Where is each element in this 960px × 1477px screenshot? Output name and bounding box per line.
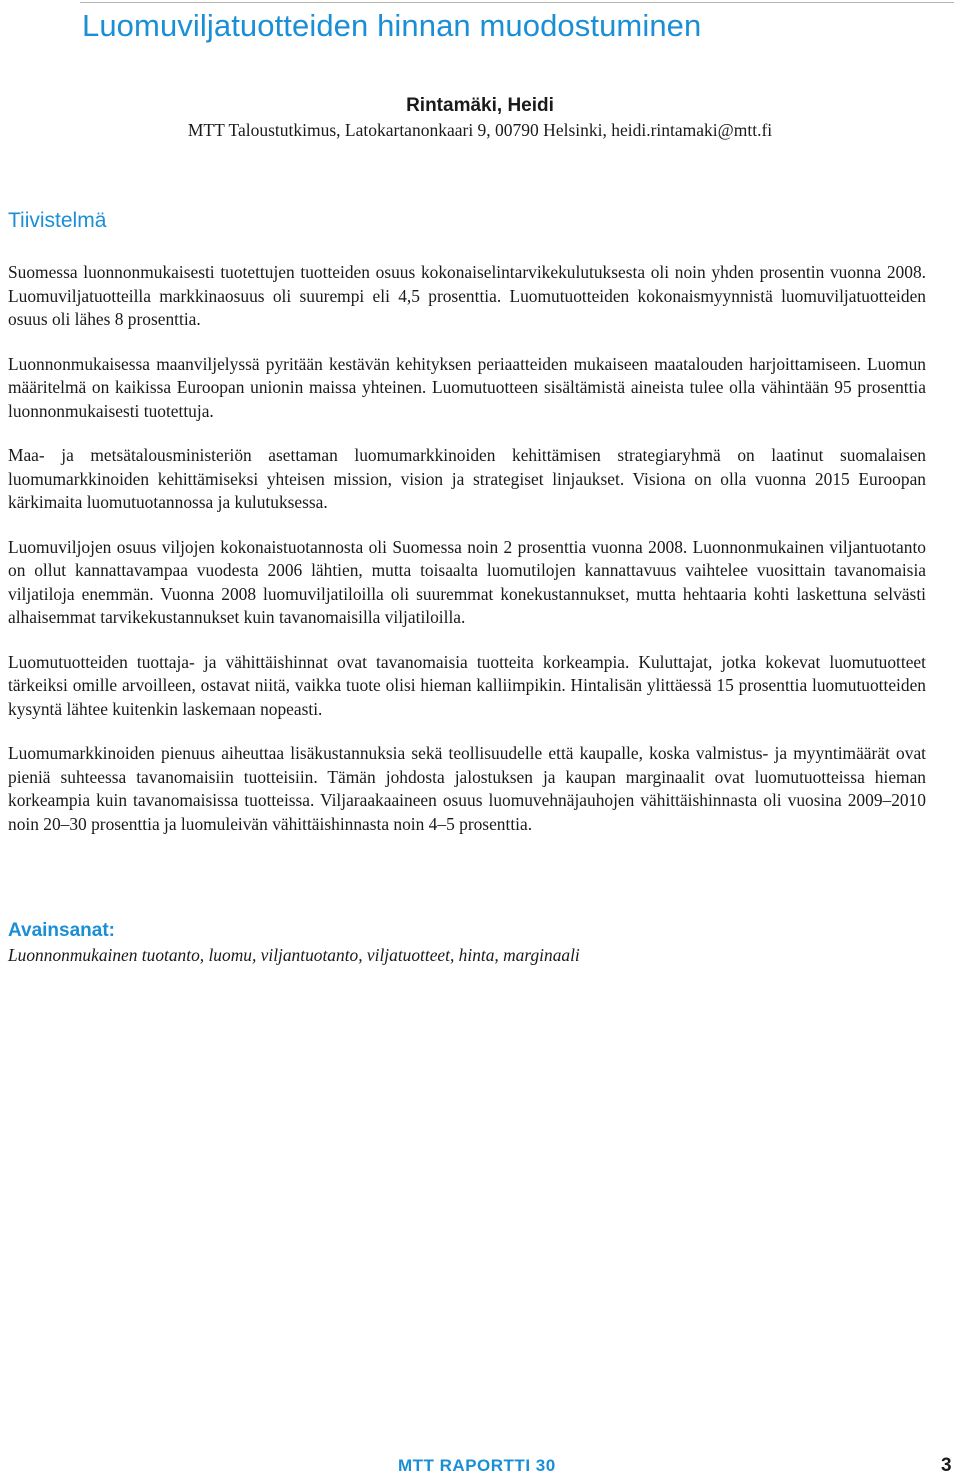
page-title: Luomuviljatuotteiden hinnan muodostuminen	[82, 8, 702, 43]
abstract-paragraph-4: Luomuviljojen osuus viljojen kokonaistuotannosta oli Suomessa noin 2 prosenttia vuonna 2008. Luonnonmukainen viljantuotanto on ollut kannattavampaa vuodesta 2006 lähtien, mutta toisaalta luomutilojen kannattavuus vaihtelee vuosittain tavanomaisia viljatiloja enemmän. Vuonna 2008 luomuviljatiloilla oli suuremmat konekustannukset, mutta hehtaaria kohti laskettuna selvästi alhaisemmat tarvikekustannukset kuin tavanomaisilla viljatiloilla.	[8, 536, 926, 627]
keywords-heading: Avainsanat:	[8, 920, 115, 941]
abstract-paragraph-2: Luonnonmukaisessa maanviljelyssä pyritään kestävän kehityksen periaatteiden mukaiseen maatalouden harjoittamiseen. Luomun määritelmä on kaikissa Euroopan unionin maissa yhteinen. Luomutuotteen sisältämistä aineista tulee olla vähintään 95 prosenttia luonnonmukaisesti tuotettuja.	[8, 353, 926, 421]
author-affiliation: MTT Taloustutkimus, Latokartanonkaari 9, 00790 Helsinki, heidi.rintamaki@mtt.fi	[187, 120, 773, 140]
keywords-list: Luonnonmukainen tuotanto, luomu, viljantuotanto, viljatuotteet, hinta, marginaali	[8, 945, 580, 965]
abstract-paragraph-5: Luomutuotteiden tuottaja- ja vähittäishinnat ovat tavanomaisia tuotteita korkeampia. Kuluttajat, jotka kokevat luomutuotteet tärkeiksi omille arvoilleen, ostavat niitä, vaikka tuote olisi hieman kalliimpikin. Hintalisän ylittäessä 15 prosenttia luomutuotteiden kysyntä lähtee kuitenkin laskemaan nopeasti.	[8, 651, 926, 719]
abstract-paragraph-3: Maa- ja metsätalousministeriön asettaman luomumarkkinoiden kehittämisen strategiaryhmä on laatinut suomalaisen luomumarkkinoiden kehittämiseksi yhteisen mission, vision ja strategiset linjaukset. Visiona on olla vuonna 2015 Euroopan kärkimaita luomutuotannossa ja kulutuksessa.	[8, 445, 926, 512]
abstract-paragraph-6: Luomumarkkinoiden pienuus aiheuttaa lisäkustannuksia sekä teollisuudelle että kaupalle, koska valmistus- ja myyntimäärät ovat pieniä suhteessa tavanomaisiin tuotteisiin. Tämän johdosta jalostuksen ja kaupan marginaalit ovat luomutuotteissa hieman korkeampia kuin tavanomaisissa tuotteissa. Viljaraakaaineen osuus luomuvehnäjauhojen vähittäishinnasta oli vuosina 2009–2010 noin 20–30 prosenttia ja luomuleivän vähittäishinnasta noin 4–5 prosenttia.	[8, 743, 926, 834]
abstract-body	[8, 261, 926, 857]
report-series-label: MTT RAPORTTI 30	[398, 1456, 556, 1475]
header-rule	[80, 2, 954, 3]
author-block	[0, 94, 960, 142]
abstract-heading: Tiivistelmä	[8, 209, 107, 232]
author-name: Rintamäki, Heidi	[406, 95, 554, 116]
page-number: 3	[941, 1455, 952, 1476]
abstract-paragraph-1: Suomessa luonnonmukaisesti tuotettujen tuotteiden osuus kokonaiselintarvikekulutuksesta oli noin yhden prosentin vuonna 2008. Luomuviljatuotteilla markkinaosuus oli suurempi eli 4,5 prosenttia. Luomutuotteiden kokonaismyynnistä luomuviljatuotteiden osuus oli lähes 8 prosenttia.	[8, 262, 926, 329]
